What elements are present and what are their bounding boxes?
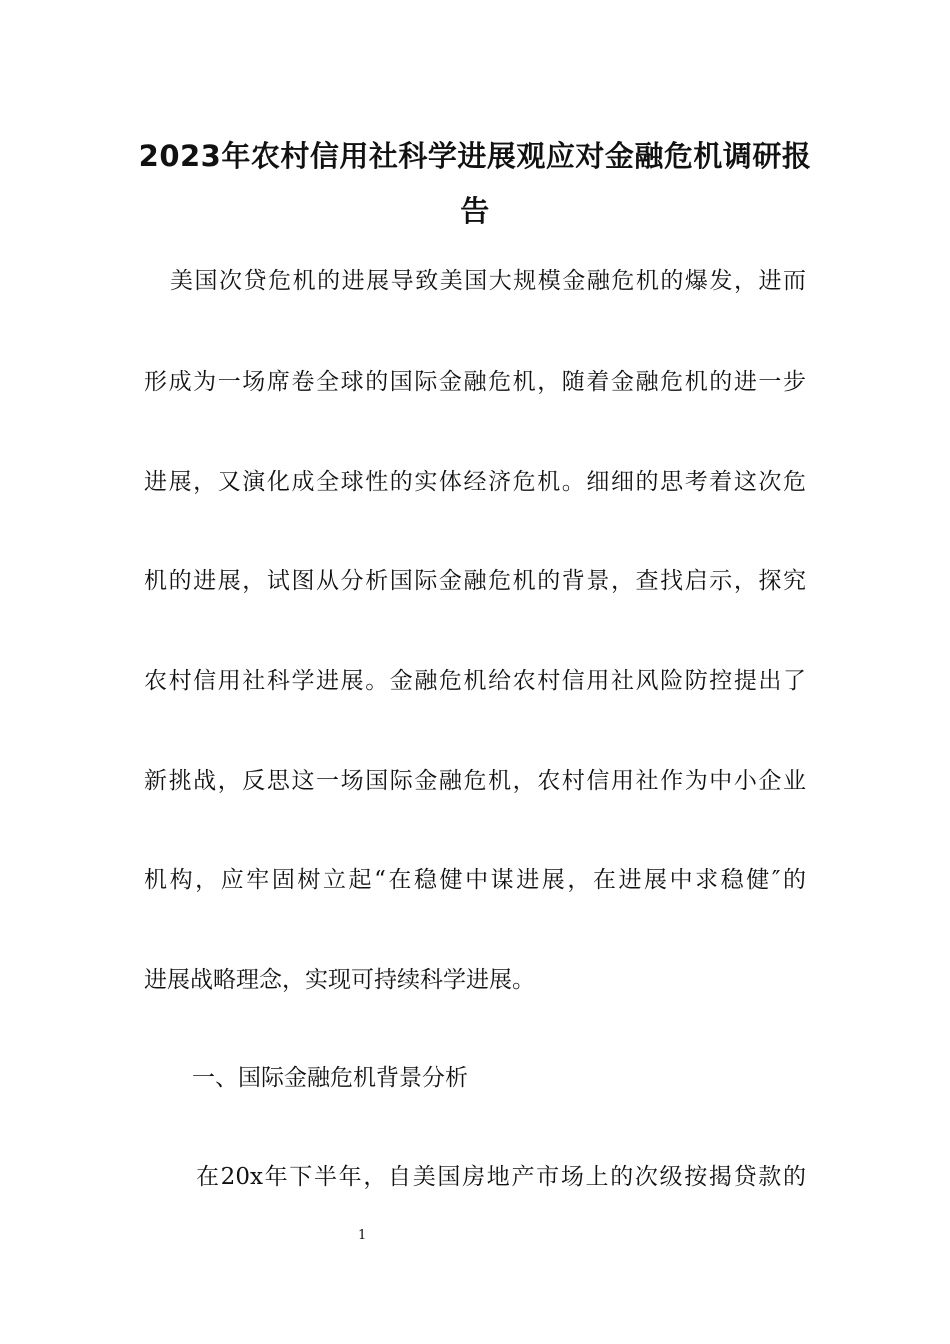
section-paragraph-line: 在20x年下半年，自美国房地产市场上的次级按揭贷款的 [196, 1164, 806, 1190]
intro-paragraph-line: 机的进展，试图从分析国际金融危机的背景，查找启示，探究 [144, 568, 806, 594]
intro-paragraph-line: 形成为一场席卷全球的国际金融危机，随着金融危机的进一步 [144, 369, 806, 395]
intro-paragraph-line: 进展，又演化成全球性的实体经济危机。细细的思考着这次危 [144, 469, 806, 495]
intro-paragraph-line: 机构，应牢固树立起“在稳健中谋进展，在进展中求稳健″的 [144, 867, 806, 893]
intro-paragraph-line: 进展战略理念，实现可持续科学进展。 [144, 967, 535, 993]
section-heading: 一、国际金融危机背景分析 [192, 1065, 468, 1091]
document-title-line-1: 2023年农村信用社科学进展观应对金融危机调研报 [138, 139, 812, 173]
intro-paragraph-line: 农村信用社科学进展。金融危机给农村信用社风险防控提出了 [144, 668, 806, 694]
document-title-line-2: 告 [460, 194, 490, 228]
intro-paragraph-line: 美国次贷危机的进展导致美国大规模金融危机的爆发，进而 [170, 268, 806, 294]
page-number: 1 [358, 1228, 367, 1243]
intro-paragraph-line: 新挑战，反思这一场国际金融危机，农村信用社作为中小企业 [144, 768, 806, 794]
